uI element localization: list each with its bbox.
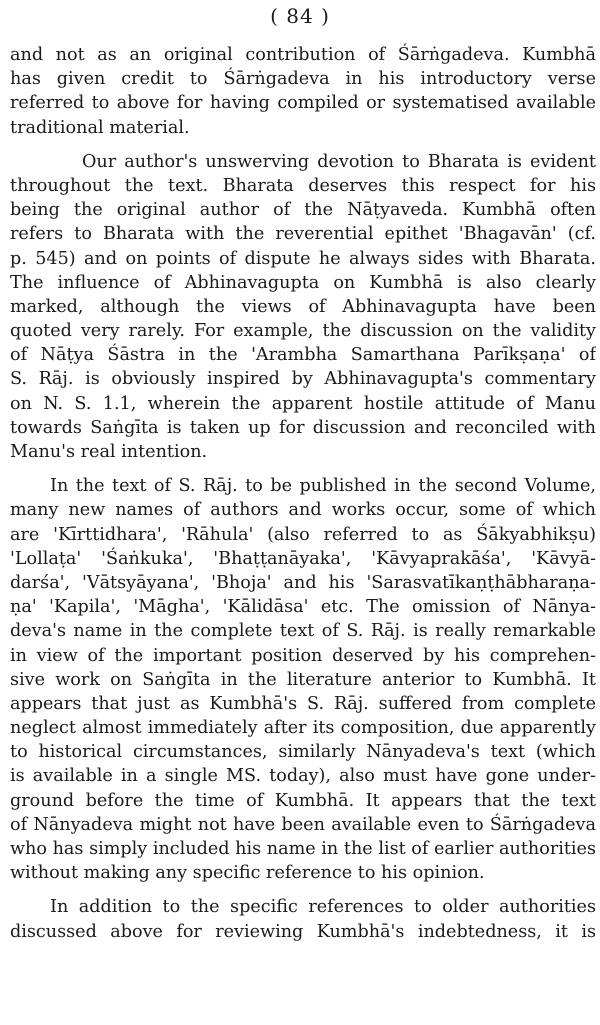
text-line: in view of the important position deserved by his comprehen- [10, 645, 596, 666]
text-line: ground before the time of Kumbhā. It appears that the text [10, 790, 596, 811]
text-line: many new names of authors and works occur, some of which [10, 500, 596, 521]
paragraph-3 [10, 474, 596, 885]
paragraph-spacer [10, 464, 596, 474]
text-line: quoted very rarely. For example, the discussion on the validity [10, 321, 596, 342]
text-line: ṇa' 'Kapila', 'Māgha', 'Kālidāsa' etc. The omission of Nānya- [10, 597, 596, 618]
text-line: of Nāṭya Śāstra in the 'Arambha Samarthana Parīkṣaṇa' of [10, 345, 596, 366]
text-line: is available in a single MS. today), also must have gone under- [10, 766, 596, 787]
text-line: p. 545) and on points of dispute he always sides with Bharata. [10, 248, 596, 269]
text-line: 'Lollaṭa' 'Śaṅkuka', 'Bhaṭṭanāyaka', 'Kāvyaprakāśa', 'Kāvyā- [10, 548, 596, 569]
text-line: traditional material. [10, 117, 190, 138]
text-line: Manu's real intention. [10, 442, 208, 462]
text-line: deva's name in the complete text of S. Rāj. is really remarkable [10, 621, 596, 642]
text-line: on N. S. 1.1, wherein the apparent hostile attitude of Manu [10, 393, 596, 414]
text-line: referred to above for having compiled or systematised available [10, 93, 596, 114]
text-line: are 'Kīrttidhara', 'Rāhula' (also referred to as Śākyabhikṣu) [10, 524, 596, 545]
text-line: In the text of S. Rāj. to be published in the second Volume, [50, 476, 596, 497]
text-line: discussed above for reviewing Kumbhā's indebtedness, it is [10, 921, 596, 942]
text-line: of Nānyadeva might not have been available even to Śārṅgadeva [10, 814, 596, 835]
text-line: sive work on Saṅgīta in the literature anterior to Kumbhā. It [10, 669, 596, 690]
paragraph-2 [10, 150, 596, 464]
text-line: The influence of Abhinavagupta on Kumbhā is also clearly [10, 272, 596, 293]
text-line: Our author's unswerving devotion to Bharata is evident [82, 151, 596, 172]
text-line: In addition to the specific references to older authorities [50, 897, 596, 918]
text-line: neglect almost immediately after its composition, due apparently [10, 718, 596, 739]
text-line: to historical circumstances, similarly Nānyadeva's text (which [10, 742, 596, 763]
text-line: darśa', 'Vātsyāyana', 'Bhoja' and his 'Sarasvatīkaṇṭhābharaṇa- [10, 572, 596, 593]
text-line: without making any specific reference to his opinion. [10, 863, 485, 884]
text-line: being the original author of the Nāṭyaveda. Kumbhā often [10, 200, 596, 221]
text-line: who has simply included his name in the list of earlier authorities [10, 839, 596, 859]
text-line: and not as an original contribution of Śārṅgadeva. Kumbhā [10, 45, 596, 65]
paragraph-spacer [10, 140, 596, 150]
text-line: refers to Bharata with the reverential epithet 'Bhagavān' (cf. [10, 224, 596, 245]
text-line: throughout the text. Bharata deserves this respect for his [10, 175, 596, 196]
text-line: S. Rāj. is obviously inspired by Abhinavagupta's commentary [10, 369, 596, 390]
paragraph-spacer [10, 885, 596, 895]
text-line: towards Saṅgīta is taken up for discussion and reconciled with [10, 417, 596, 438]
paragraph-4 [10, 895, 596, 943]
body-text [10, 43, 596, 944]
text-line: marked, although the views of Abhinavagupta have been [10, 296, 596, 317]
text-line: appears that just as Kumbhā's S. Rāj. suffered from complete [10, 693, 596, 714]
text-line: has given credit to Śārṅgadeva in his introductory verse [10, 69, 596, 90]
page-number: ( 84 ) [270, 4, 330, 28]
paragraph-1 [10, 43, 596, 140]
